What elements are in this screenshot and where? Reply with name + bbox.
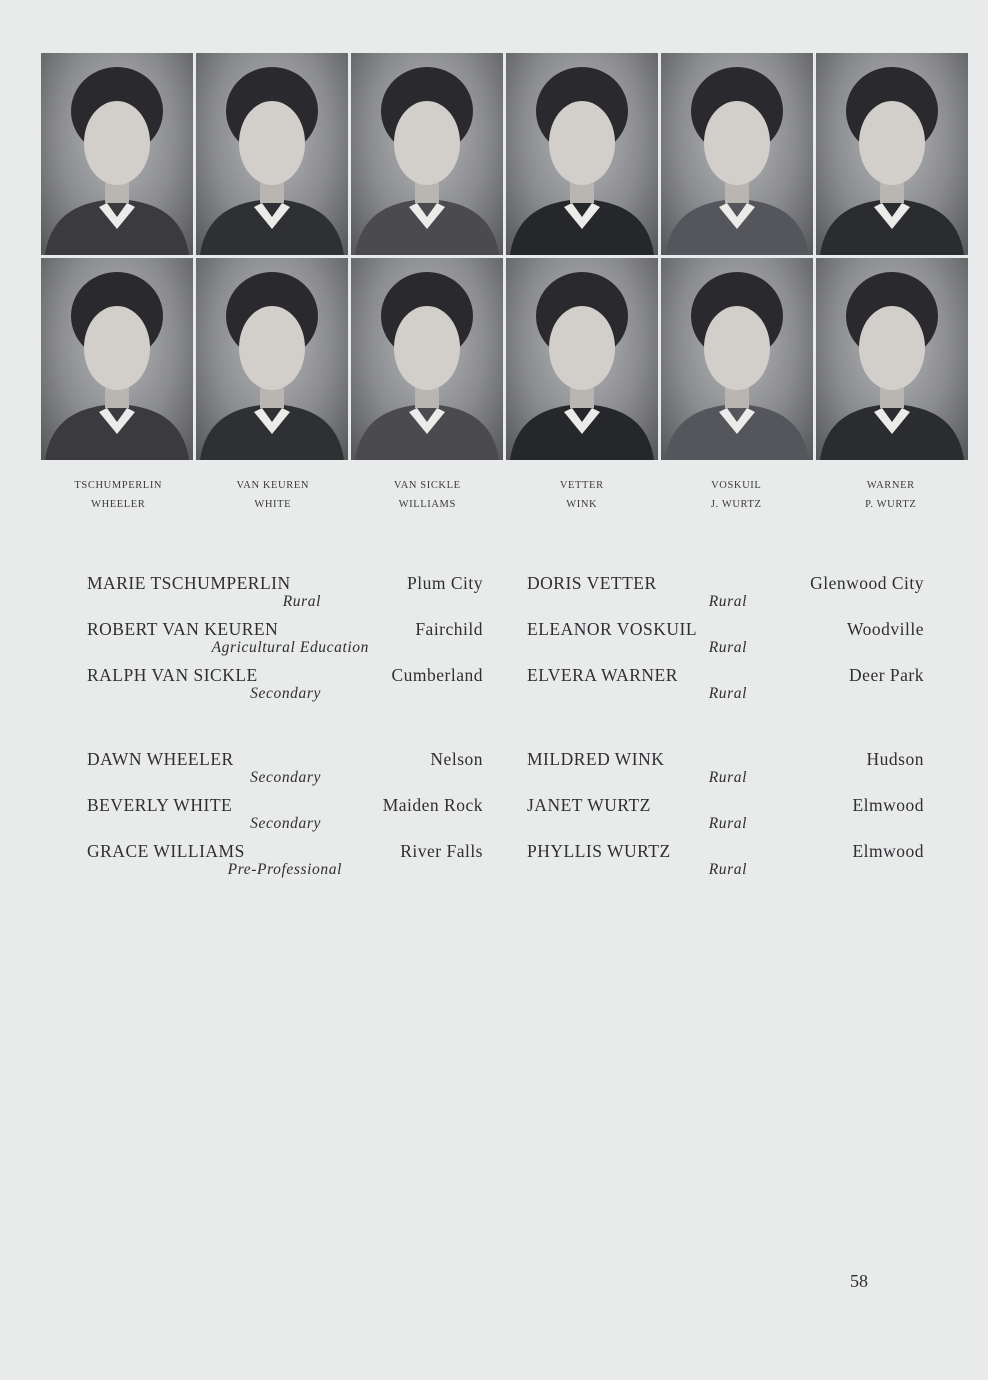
student-course: Rural <box>708 769 747 786</box>
portrait-row-top <box>41 53 968 255</box>
student-name: ELVERA WARNER <box>527 665 678 685</box>
portrait-face <box>239 306 305 390</box>
student-hometown: Glenwood City <box>810 573 924 593</box>
student-course: Rural <box>708 861 747 878</box>
student-entry <box>87 665 483 711</box>
student-hometown: Deer Park <box>849 665 924 685</box>
student-name: DAWN WHEELER <box>87 749 234 769</box>
student-name: JANET WURTZ <box>527 795 651 815</box>
student-name: RALPH VAN SICKLE <box>87 665 258 685</box>
portrait-grid <box>41 53 968 463</box>
portrait-silhouette <box>661 53 813 255</box>
student-name: ROBERT VAN KEUREN <box>87 619 279 639</box>
portrait-face <box>549 306 615 390</box>
student-name: ELEANOR VOSKUIL <box>527 619 698 639</box>
caption-bottom: P. WURTZ <box>865 499 917 510</box>
student-hometown: Woodville <box>847 619 924 639</box>
student-entry <box>527 619 924 665</box>
student-entry <box>527 573 924 619</box>
portrait-vetter <box>506 53 658 255</box>
caption-top: VETTER <box>559 480 604 491</box>
portrait-silhouette <box>661 258 813 460</box>
portrait-face <box>859 101 925 185</box>
portrait-face <box>704 306 770 390</box>
caption-top: VOSKUIL <box>711 480 762 491</box>
portrait-wink <box>506 258 658 460</box>
student-name: DORIS VETTER <box>527 573 657 593</box>
caption-bottom: WHEELER <box>91 499 146 510</box>
student-name: GRACE WILLIAMS <box>87 841 245 861</box>
portrait-row-bottom <box>41 258 968 460</box>
student-entry <box>527 841 924 887</box>
student-course: Pre-Professional <box>227 861 342 878</box>
caption-top: VAN KEUREN <box>236 480 310 491</box>
student-name: MILDRED WINK <box>527 749 665 769</box>
student-entry <box>527 665 924 711</box>
portrait-silhouette <box>41 258 193 460</box>
caption-top: TSCHUMPERLIN <box>74 480 163 491</box>
photo-caption-column <box>350 476 505 514</box>
portrait-face <box>394 306 460 390</box>
student-hometown: Cumberland <box>391 665 483 685</box>
portrait-face <box>859 306 925 390</box>
student-hometown: Plum City <box>407 573 483 593</box>
student-hometown: Hudson <box>866 749 924 769</box>
photo-caption-column <box>659 476 814 514</box>
student-entry <box>87 841 483 887</box>
portrait-silhouette <box>506 53 658 255</box>
photo-caption-column <box>814 476 969 514</box>
student-list-left <box>87 573 483 887</box>
portrait-van-sickle <box>351 53 503 255</box>
student-entry <box>527 749 924 795</box>
student-entry <box>87 795 483 841</box>
portrait-silhouette <box>506 258 658 460</box>
caption-bottom: WILLIAMS <box>398 499 456 510</box>
student-hometown: Elmwood <box>852 841 924 861</box>
student-list-right <box>527 573 924 887</box>
portrait-voskuil <box>661 53 813 255</box>
photo-caption-columns <box>41 476 968 514</box>
portrait-silhouette <box>196 53 348 255</box>
student-hometown: Maiden Rock <box>382 795 483 815</box>
student-course: Rural <box>708 685 747 702</box>
student-course: Rural <box>708 815 747 832</box>
page-number: 58 <box>850 1271 868 1291</box>
portrait-silhouette <box>351 53 503 255</box>
portrait-face <box>84 306 150 390</box>
student-entry <box>527 795 924 841</box>
student-course: Rural <box>708 639 747 656</box>
portrait-silhouette <box>816 53 968 255</box>
caption-bottom: WINK <box>566 499 598 510</box>
student-course: Secondary <box>250 685 321 702</box>
portrait-p-wurtz <box>816 258 968 460</box>
student-name: MARIE TSCHUMPERLIN <box>87 573 291 593</box>
portrait-j-wurtz <box>661 258 813 460</box>
student-name: BEVERLY WHITE <box>87 795 233 815</box>
portrait-silhouette <box>816 258 968 460</box>
student-name: PHYLLIS WURTZ <box>527 841 671 861</box>
photo-caption-column <box>505 476 660 514</box>
caption-bottom: WHITE <box>254 499 292 510</box>
portrait-face <box>704 101 770 185</box>
student-course: Agricultural Education <box>211 639 369 656</box>
portrait-face <box>394 101 460 185</box>
student-entry <box>87 573 483 619</box>
photo-caption-column <box>41 476 196 514</box>
portrait-wheeler <box>41 258 193 460</box>
caption-bottom: J. WURTZ <box>710 499 762 510</box>
portrait-face <box>84 101 150 185</box>
photo-caption-column <box>196 476 351 514</box>
student-entry <box>87 619 483 665</box>
portrait-white <box>196 258 348 460</box>
portrait-face <box>549 101 615 185</box>
portrait-silhouette <box>351 258 503 460</box>
caption-top: VAN SICKLE <box>393 480 461 491</box>
student-hometown: Nelson <box>430 749 483 769</box>
student-hometown: Fairchild <box>415 619 483 639</box>
caption-top: WARNER <box>866 480 915 491</box>
student-course: Rural <box>282 593 321 610</box>
portrait-silhouette <box>196 258 348 460</box>
portrait-warner <box>816 53 968 255</box>
student-hometown: Elmwood <box>852 795 924 815</box>
portrait-face <box>239 101 305 185</box>
portrait-tschumperlin <box>41 53 193 255</box>
student-course: Secondary <box>250 769 321 786</box>
student-course: Secondary <box>250 815 321 832</box>
portrait-silhouette <box>41 53 193 255</box>
student-entry <box>87 749 483 795</box>
portrait-van-keuren <box>196 53 348 255</box>
student-hometown: River Falls <box>400 841 483 861</box>
student-course: Rural <box>708 593 747 610</box>
portrait-williams <box>351 258 503 460</box>
